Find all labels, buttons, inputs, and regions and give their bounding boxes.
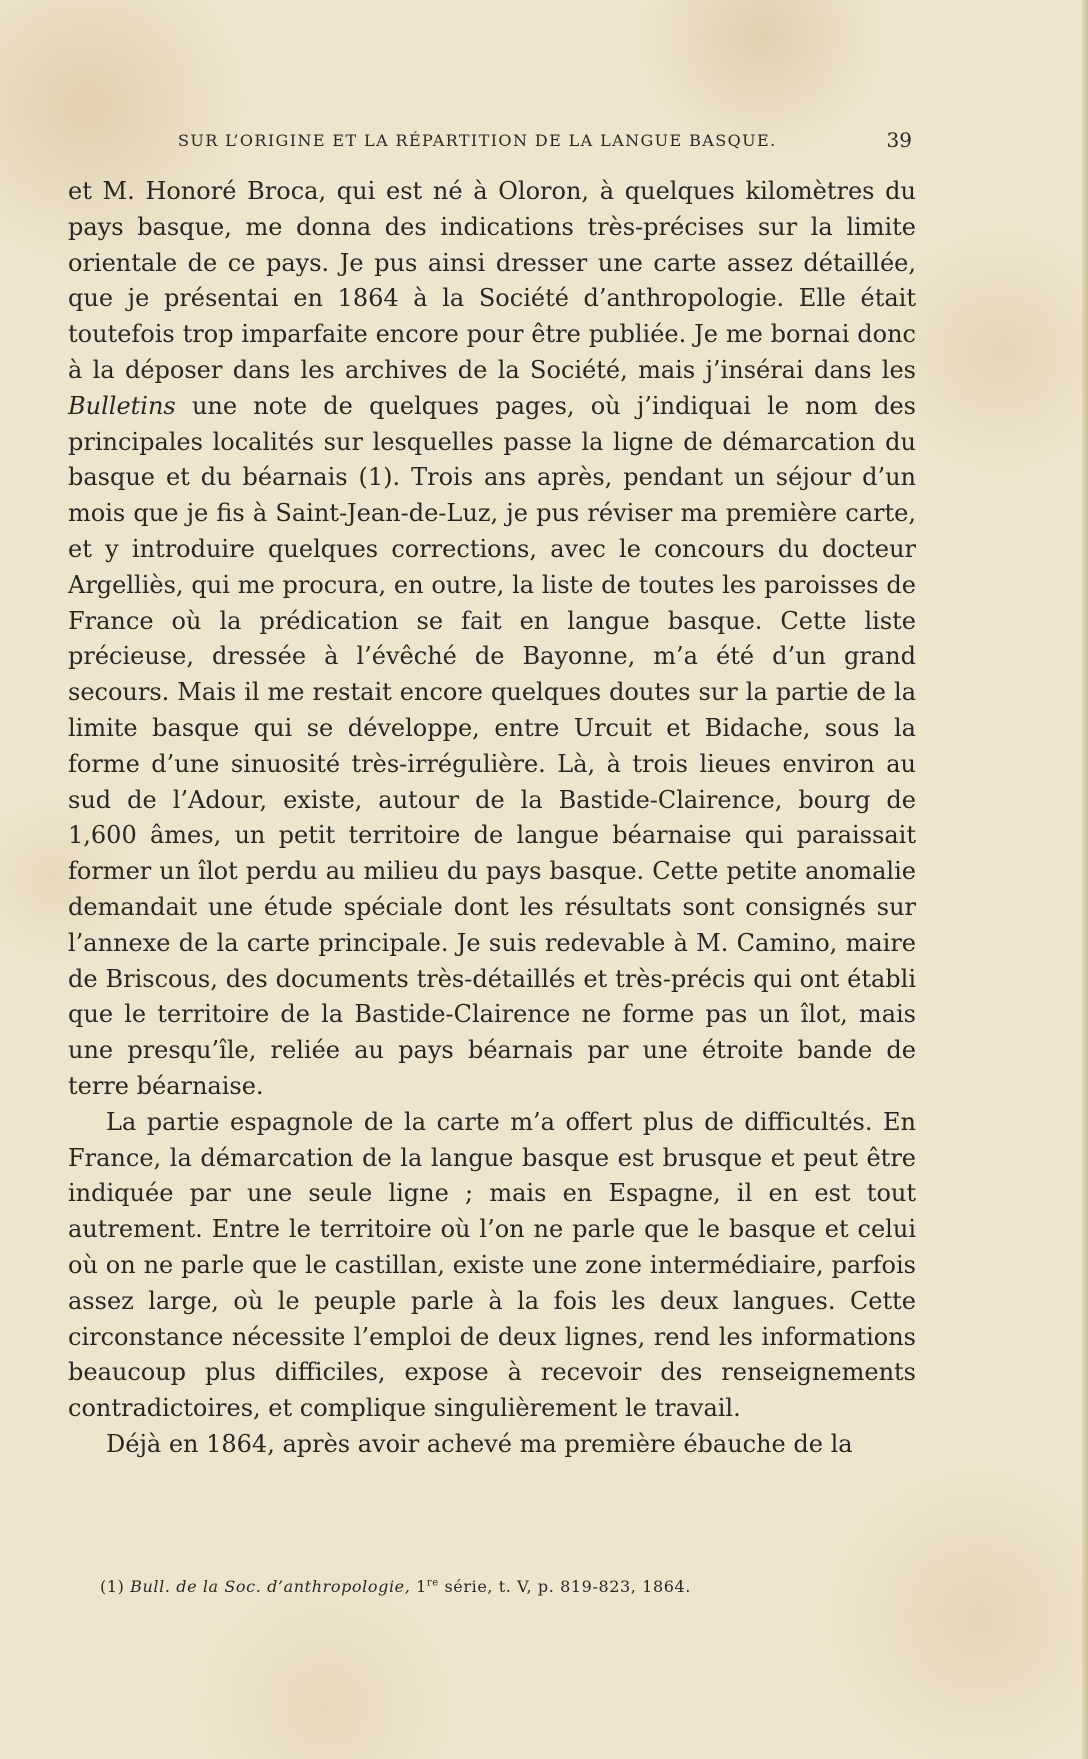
footnote [100, 1577, 920, 1596]
footnote-series-number: 1 [416, 1577, 427, 1596]
page-number: 39 [886, 128, 912, 152]
footnote-details: série, t. V, p. 819-823, 1864. [444, 1577, 691, 1596]
footnote-marker: (1) [100, 1577, 125, 1596]
bulletins-title: Bulletins [68, 391, 176, 420]
footnote-series-sup: re [426, 1577, 439, 1589]
paragraph-1 [68, 174, 916, 1105]
paragraph-3: Déjà en 1864, après avoir achevé ma première ébauche de la [106, 1429, 853, 1458]
paragraph-1-end: une note de quelques pages, où j’indiquai le nom des principales localités sur lesquelles passe la ligne de démarcation du basque et du béarnais (1). Trois ans après, pendant un séjour d’un mois que je fis à Saint-Jean-de-Luz, je pus réviser ma première carte, et y introduire quelques corrections, avec le concours du docteur Argelliès, qui me procura, en outre, la liste de toutes les paroisses de France où la prédication se fait en langue basque. Cette liste précieuse, dressée à l’évêché de Bayonne, m’a été d’un grand secours. Mais il me restait encore quelques doutes sur la partie de la limite basque qui se développe, entre Urcuit et Bidache, sous la forme d’une sinuosité très-irrégulière. Là, à trois lieues environ au sud de l’Adour, existe, autour de la Bastide-Clairence, bourg de 1,600 âmes, un petit territoire de langue béarnaise qui paraissait former un îlot perdu au milieu du pays basque. Cette petite anomalie demandait une étude spéciale dont les résultats sont consignés sur l’annexe de la carte principale. Je suis redevable à M. Camino, maire de Briscous, des documents très-détaillés et très-précis qui ont établi que le territoire de la Bastide-Clairence ne forme pas un îlot, mais une presqu’île, reliée au pays béarnais par une étroite bande de terre béarnaise. [68, 391, 916, 1100]
page-edge [1082, 0, 1088, 1759]
running-head: SUR L’ORIGINE ET LA RÉPARTITION DE LA LANGUE BASQUE. [178, 131, 777, 150]
footnote-source: Bull. de la Soc. d’anthropologie, [130, 1577, 411, 1596]
paragraph-1-start: et M. Honoré Broca, qui est né à Oloron, à quelques kilomètres du pays basque, me donna des indications très-précises sur la limite orientale de ce pays. Je pus ainsi dresser une carte assez détaillée, que je présentai en 1864 à la Société d’anthropologie. Elle était toutefois trop imparfaite encore pour être publiée. Je me bornai donc à la déposer dans les archives de la Société, mais j’insérai dans les [68, 177, 916, 384]
paragraph-2: La partie espagnole de la carte m’a offert plus de difficultés. En France, la démarcation de la langue basque est brusque et peut être indiquée par une seule ligne ; mais en Espagne, il en est tout autrement. Entre le territoire où l’on ne parle que le basque et celui où on ne parle que le castillan, existe une zone intermédiaire, parfois assez large, où le peuple parle à la fois les deux langues. Cette circonstance nécessite l’emploi de deux lignes, rend les informations beaucoup plus difficiles, expose à recevoir des renseignements contradictoires, et complique singulièrement le travail. [68, 1107, 916, 1423]
body-text [68, 174, 916, 1463]
